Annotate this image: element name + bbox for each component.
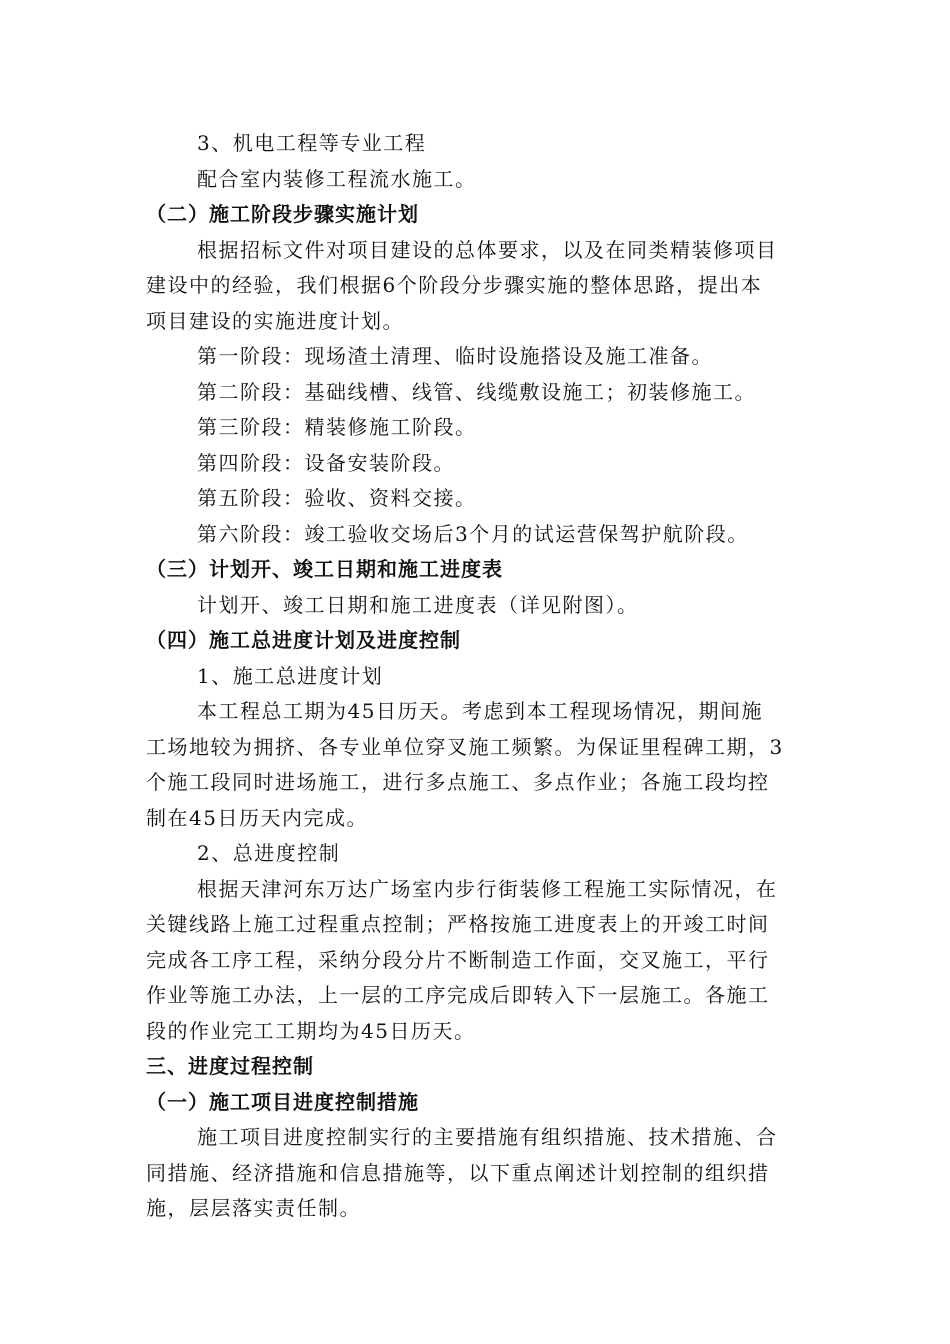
paragraph-line: 根据招标文件对项目建设的总体要求，以及在同类精装修项目 — [197, 237, 778, 262]
stage-line: 第六阶段：竣工验收交场后3个月的试运营保驾护航阶段。 — [197, 521, 749, 546]
section-heading: （二）施工阶段步骤实施计划 — [146, 202, 419, 226]
stage-line: 第一阶段：现场渣土清理、临时设施搭设及施工准备。 — [197, 344, 713, 368]
paragraph-line: 工场地较为拥挤、各专业单位穿叉施工频繁。为保证里程碑工期，3 — [146, 734, 784, 759]
paragraph-line: 关键线路上施工过程重点控制；严格按施工进度表上的开竣工时间 — [146, 912, 770, 936]
section-heading: （四）施工总进度计划及进度控制 — [146, 628, 461, 652]
stage-line: 第五阶段：验收、资料交接。 — [197, 486, 477, 510]
stage-line: 第四阶段：设备安装阶段。 — [197, 450, 455, 475]
paragraph-line: 项目建设的实施进度计划。 — [146, 308, 404, 333]
paragraph-line: 完成各工序工程，采纳分段分片不断制造工作面，交叉施工，平行 — [146, 947, 770, 972]
paragraph-line: 3、机电工程等专业工程 — [197, 131, 427, 155]
paragraph-line: 本工程总工期为45日历天。考虑到本工程现场情况，期间施 — [197, 699, 763, 723]
paragraph-line: 制在45日历天内完成。 — [146, 805, 368, 830]
paragraph-line: 建设中的经验，我们根据6个阶段分步骤实施的整体思路，提出本 — [146, 273, 763, 297]
paragraph-line: 同措施、经济措施和信息措施等，以下重点阐述计划控制的组织措 — [146, 1160, 770, 1185]
paragraph-line: 施工项目进度控制实行的主要措施有组织措施、技术措施、合 — [197, 1125, 778, 1149]
section-heading: （三）计划开、竣工日期和施工进度表 — [146, 557, 503, 581]
chapter-heading: 三、进度过程控制 — [146, 1054, 314, 1078]
stage-line: 第三阶段：精装修施工阶段。 — [197, 415, 477, 439]
section-heading: （一）施工项目进度控制措施 — [146, 1089, 419, 1114]
paragraph-line: 根据天津河东万达广场室内步行街装修工程施工实际情况，在 — [197, 876, 778, 901]
paragraph-line: 配合室内装修工程流水施工。 — [197, 166, 477, 191]
paragraph-line: 施，层层落实责任制。 — [146, 1196, 361, 1220]
paragraph-line: 计划开、竣工日期和施工进度表（详见附图）。 — [197, 592, 639, 617]
document-body — [146, 126, 806, 1227]
paragraph-line: 作业等施工办法，上一层的工序完成后即转入下一层施工。各施工 — [146, 983, 770, 1007]
subheading-line: 2、总进度控制 — [197, 841, 341, 865]
stage-line: 第二阶段：基础线槽、线管、线缆敷设施工；初装修施工。 — [197, 379, 756, 404]
paragraph-line: 个施工段同时进场施工，进行多点施工、多点作业；各施工段均控 — [146, 770, 770, 794]
subheading-line: 1、施工总进度计划 — [197, 663, 384, 688]
paragraph-line: 段的作业完工工期均为45日历天。 — [146, 1018, 476, 1043]
